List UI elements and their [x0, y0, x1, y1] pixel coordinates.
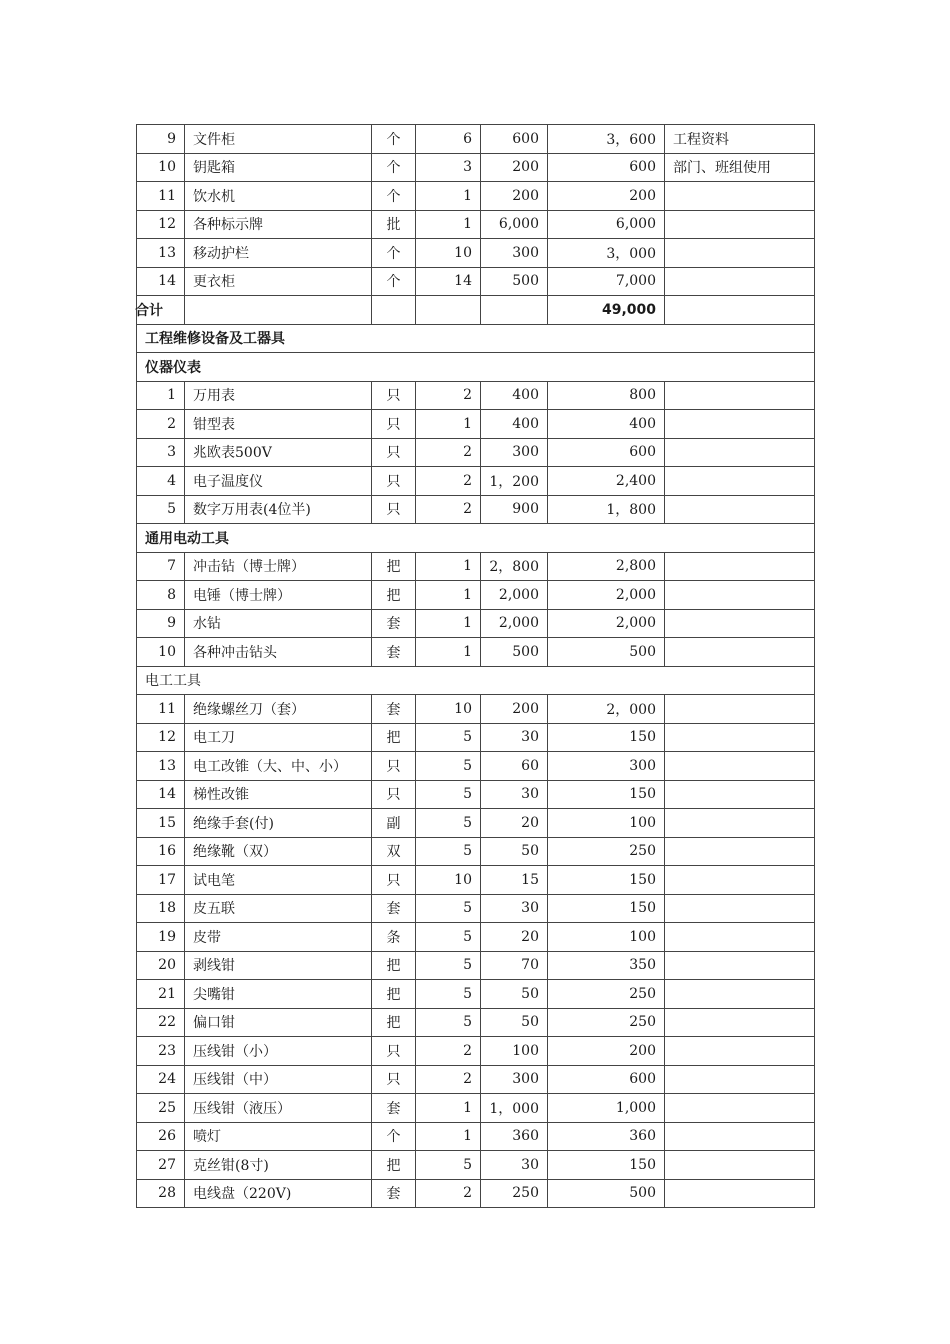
item-quantity: 1	[416, 609, 481, 638]
table-row	[137, 552, 815, 581]
item-number: 16	[137, 837, 185, 866]
total-empty-cell	[372, 296, 416, 325]
table-row	[137, 1151, 815, 1180]
item-name: 尖嘴钳	[185, 980, 372, 1009]
item-number: 4	[137, 467, 185, 496]
item-unit-price: 20	[481, 923, 548, 952]
item-number: 11	[137, 182, 185, 211]
item-quantity: 1	[416, 182, 481, 211]
item-note	[665, 1037, 815, 1066]
item-number: 13	[137, 239, 185, 268]
item-quantity: 2	[416, 1037, 481, 1066]
item-unit: 套	[372, 894, 416, 923]
table-row	[137, 780, 815, 809]
item-unit: 只	[372, 410, 416, 439]
item-unit-price: 30	[481, 1151, 548, 1180]
total-empty-cell	[416, 296, 481, 325]
item-number: 22	[137, 1008, 185, 1037]
item-unit-price: 900	[481, 495, 548, 524]
item-quantity: 5	[416, 894, 481, 923]
item-number: 19	[137, 923, 185, 952]
item-unit: 副	[372, 809, 416, 838]
item-name: 试电笔	[185, 866, 372, 895]
table-row	[137, 210, 815, 239]
item-unit-price: 30	[481, 780, 548, 809]
item-quantity: 5	[416, 780, 481, 809]
item-unit-price: 100	[481, 1037, 548, 1066]
item-unit: 双	[372, 837, 416, 866]
item-note	[665, 1094, 815, 1123]
item-name: 偏口钳	[185, 1008, 372, 1037]
item-unit-price: 20	[481, 809, 548, 838]
item-unit: 只	[372, 1065, 416, 1094]
item-amount: 150	[548, 1151, 665, 1180]
item-unit-price: 30	[481, 723, 548, 752]
item-note	[665, 182, 815, 211]
item-number: 27	[137, 1151, 185, 1180]
table-row	[137, 923, 815, 952]
item-amount: 200	[548, 1037, 665, 1066]
item-name: 克丝钳(8寸)	[185, 1151, 372, 1180]
item-name: 钳型表	[185, 410, 372, 439]
item-name: 移动护栏	[185, 239, 372, 268]
item-quantity: 10	[416, 239, 481, 268]
item-number: 10	[137, 638, 185, 667]
table-row	[137, 1122, 815, 1151]
item-note	[665, 609, 815, 638]
table-row	[137, 638, 815, 667]
table-row	[137, 125, 815, 154]
item-name: 压线钳（小）	[185, 1037, 372, 1066]
item-note	[665, 894, 815, 923]
table-row	[137, 894, 815, 923]
item-unit-price: 500	[481, 267, 548, 296]
item-amount: 150	[548, 866, 665, 895]
item-unit: 只	[372, 1037, 416, 1066]
item-number: 20	[137, 951, 185, 980]
item-unit: 把	[372, 980, 416, 1009]
item-note	[665, 467, 815, 496]
section-header-electrician-tools	[137, 666, 815, 695]
item-name: 梯性改锥	[185, 780, 372, 809]
item-name: 兆欧表500V	[185, 438, 372, 467]
item-number: 18	[137, 894, 185, 923]
table-row	[137, 866, 815, 895]
item-quantity: 1	[416, 410, 481, 439]
item-quantity: 2	[416, 1179, 481, 1208]
item-name: 水钻	[185, 609, 372, 638]
item-note	[665, 752, 815, 781]
item-number: 14	[137, 267, 185, 296]
item-note	[665, 438, 815, 467]
item-unit: 个	[372, 125, 416, 154]
item-unit-price: 250	[481, 1179, 548, 1208]
table-row	[137, 267, 815, 296]
item-unit: 把	[372, 723, 416, 752]
item-amount: 350	[548, 951, 665, 980]
item-quantity: 5	[416, 923, 481, 952]
item-amount: 3，600	[548, 125, 665, 154]
item-note	[665, 723, 815, 752]
table-row	[137, 381, 815, 410]
item-quantity: 2	[416, 495, 481, 524]
item-unit: 个	[372, 182, 416, 211]
item-name: 电线盘（220V)	[185, 1179, 372, 1208]
item-amount: 200	[548, 182, 665, 211]
item-number: 12	[137, 210, 185, 239]
section-header-power-tools-label: 通用电动工具	[137, 524, 815, 553]
item-name: 电锤（博士牌）	[185, 581, 372, 610]
item-quantity: 2	[416, 438, 481, 467]
total-label: 合计	[135, 302, 163, 319]
item-unit-price: 70	[481, 951, 548, 980]
item-unit-price: 50	[481, 980, 548, 1009]
item-amount: 1,000	[548, 1094, 665, 1123]
item-unit-price: 400	[481, 381, 548, 410]
item-name: 各种标示牌	[185, 210, 372, 239]
table-row	[137, 723, 815, 752]
item-number: 10	[137, 153, 185, 182]
item-unit-price: 15	[481, 866, 548, 895]
item-note: 部门、班组使用	[665, 153, 815, 182]
total-empty-cell	[665, 296, 815, 325]
item-note	[665, 780, 815, 809]
item-name: 电工刀	[185, 723, 372, 752]
item-amount: 360	[548, 1122, 665, 1151]
item-number: 9	[137, 609, 185, 638]
item-amount: 3，000	[548, 239, 665, 268]
item-quantity: 5	[416, 980, 481, 1009]
item-amount: 6,000	[548, 210, 665, 239]
item-unit-price: 300	[481, 239, 548, 268]
item-note	[665, 1122, 815, 1151]
table-row	[137, 467, 815, 496]
item-quantity: 5	[416, 723, 481, 752]
item-unit-price: 200	[481, 695, 548, 724]
item-amount: 2，000	[548, 695, 665, 724]
item-amount: 250	[548, 980, 665, 1009]
table-row	[137, 980, 815, 1009]
item-note	[665, 837, 815, 866]
item-name: 饮水机	[185, 182, 372, 211]
item-unit: 把	[372, 1008, 416, 1037]
item-quantity: 14	[416, 267, 481, 296]
item-quantity: 10	[416, 695, 481, 724]
item-amount: 7,000	[548, 267, 665, 296]
item-name: 万用表	[185, 381, 372, 410]
item-number: 21	[137, 980, 185, 1009]
item-quantity: 1	[416, 581, 481, 610]
section-header-instruments	[137, 353, 815, 382]
item-number: 14	[137, 780, 185, 809]
item-name: 冲击钻（博士牌）	[185, 552, 372, 581]
item-unit-price: 30	[481, 894, 548, 923]
item-note	[665, 1179, 815, 1208]
table-row	[137, 153, 815, 182]
item-note	[665, 210, 815, 239]
item-unit: 套	[372, 638, 416, 667]
table-row	[137, 1094, 815, 1123]
total-label-cell	[137, 296, 185, 325]
item-amount: 800	[548, 381, 665, 410]
item-note	[665, 581, 815, 610]
item-name: 压线钳（液压）	[185, 1094, 372, 1123]
item-number: 13	[137, 752, 185, 781]
item-number: 28	[137, 1179, 185, 1208]
total-amount: 49,000	[548, 296, 665, 325]
item-number: 15	[137, 809, 185, 838]
item-name: 皮五联	[185, 894, 372, 923]
item-note	[665, 695, 815, 724]
item-unit-price: 200	[481, 153, 548, 182]
item-amount: 500	[548, 1179, 665, 1208]
item-amount: 2,000	[548, 609, 665, 638]
item-amount: 250	[548, 837, 665, 866]
item-unit-price: 400	[481, 410, 548, 439]
item-unit-price: 2，800	[481, 552, 548, 581]
item-quantity: 1	[416, 210, 481, 239]
item-number: 3	[137, 438, 185, 467]
item-quantity: 3	[416, 153, 481, 182]
item-note	[665, 951, 815, 980]
item-amount: 150	[548, 894, 665, 923]
item-amount: 1，800	[548, 495, 665, 524]
item-note	[665, 495, 815, 524]
item-quantity: 5	[416, 752, 481, 781]
item-unit-price: 300	[481, 438, 548, 467]
table-row	[137, 495, 815, 524]
item-note	[665, 1065, 815, 1094]
item-unit-price: 200	[481, 182, 548, 211]
item-note: 工程资料	[665, 125, 815, 154]
table-row	[137, 239, 815, 268]
item-number: 7	[137, 552, 185, 581]
item-note	[665, 381, 815, 410]
table-row	[137, 581, 815, 610]
item-name: 文件柜	[185, 125, 372, 154]
item-unit: 条	[372, 923, 416, 952]
item-number: 9	[137, 125, 185, 154]
item-quantity: 2	[416, 1065, 481, 1094]
item-amount: 300	[548, 752, 665, 781]
item-unit: 只	[372, 752, 416, 781]
table-row	[137, 1179, 815, 1208]
item-number: 23	[137, 1037, 185, 1066]
item-unit: 个	[372, 267, 416, 296]
item-unit: 只	[372, 438, 416, 467]
item-name: 剥线钳	[185, 951, 372, 980]
item-amount: 2,000	[548, 581, 665, 610]
item-number: 24	[137, 1065, 185, 1094]
equipment-table	[136, 124, 815, 1208]
table-row	[137, 1065, 815, 1094]
table-row	[137, 951, 815, 980]
item-unit: 只	[372, 780, 416, 809]
item-unit-price: 500	[481, 638, 548, 667]
item-note	[665, 239, 815, 268]
table-row	[137, 609, 815, 638]
item-unit: 把	[372, 581, 416, 610]
item-unit: 只	[372, 381, 416, 410]
table-row	[137, 695, 815, 724]
item-number: 26	[137, 1122, 185, 1151]
item-unit: 把	[372, 951, 416, 980]
item-name: 绝缘靴（双）	[185, 837, 372, 866]
item-number: 25	[137, 1094, 185, 1123]
section-header-maintenance	[137, 324, 815, 353]
item-quantity: 6	[416, 125, 481, 154]
item-amount: 600	[548, 438, 665, 467]
item-note	[665, 638, 815, 667]
item-unit-price: 50	[481, 1008, 548, 1037]
table-row	[137, 809, 815, 838]
table-row	[137, 182, 815, 211]
item-quantity: 5	[416, 809, 481, 838]
table-row	[137, 410, 815, 439]
item-unit: 个	[372, 153, 416, 182]
item-name: 更衣柜	[185, 267, 372, 296]
item-unit-price: 300	[481, 1065, 548, 1094]
item-unit-price: 360	[481, 1122, 548, 1151]
item-quantity: 1	[416, 552, 481, 581]
item-unit: 套	[372, 1179, 416, 1208]
item-name: 绝缘螺丝刀（套）	[185, 695, 372, 724]
item-note	[665, 410, 815, 439]
item-name: 电工改锥（大、中、小）	[185, 752, 372, 781]
item-number: 5	[137, 495, 185, 524]
item-number: 17	[137, 866, 185, 895]
item-unit-price: 600	[481, 125, 548, 154]
item-quantity: 10	[416, 866, 481, 895]
item-unit: 只	[372, 495, 416, 524]
item-unit: 套	[372, 695, 416, 724]
table-row	[137, 837, 815, 866]
item-amount: 150	[548, 780, 665, 809]
item-unit: 套	[372, 609, 416, 638]
item-amount: 100	[548, 809, 665, 838]
item-unit: 把	[372, 552, 416, 581]
item-unit: 个	[372, 1122, 416, 1151]
table-row	[137, 1037, 815, 1066]
item-unit-price: 60	[481, 752, 548, 781]
item-unit: 只	[372, 467, 416, 496]
item-quantity: 1	[416, 1122, 481, 1151]
item-amount: 600	[548, 153, 665, 182]
item-unit: 只	[372, 866, 416, 895]
item-amount: 2,800	[548, 552, 665, 581]
item-quantity: 2	[416, 467, 481, 496]
item-amount: 250	[548, 1008, 665, 1037]
item-name: 压线钳（中）	[185, 1065, 372, 1094]
total-empty-cell	[185, 296, 372, 325]
item-number: 2	[137, 410, 185, 439]
section-header-power-tools	[137, 524, 815, 553]
item-quantity: 1	[416, 1094, 481, 1123]
item-amount: 400	[548, 410, 665, 439]
item-unit-price: 50	[481, 837, 548, 866]
item-number: 8	[137, 581, 185, 610]
item-amount: 500	[548, 638, 665, 667]
section-header-instruments-label: 仪器仪表	[137, 353, 815, 382]
item-name: 绝缘手套(付)	[185, 809, 372, 838]
item-unit-price: 2,000	[481, 581, 548, 610]
item-amount: 2,400	[548, 467, 665, 496]
table-row	[137, 1008, 815, 1037]
item-quantity: 5	[416, 1008, 481, 1037]
item-note	[665, 980, 815, 1009]
item-note	[665, 267, 815, 296]
item-unit: 套	[372, 1094, 416, 1123]
item-quantity: 2	[416, 381, 481, 410]
item-quantity: 1	[416, 638, 481, 667]
item-amount: 100	[548, 923, 665, 952]
section-header-maintenance-label: 工程维修设备及工器具	[137, 324, 815, 353]
item-unit-price: 6,000	[481, 210, 548, 239]
item-note	[665, 809, 815, 838]
item-number: 12	[137, 723, 185, 752]
section-header-electrician-tools-label: 电工工具	[137, 666, 815, 695]
item-note	[665, 923, 815, 952]
item-name: 喷灯	[185, 1122, 372, 1151]
table-body	[137, 125, 815, 1208]
item-amount: 150	[548, 723, 665, 752]
table-row	[137, 752, 815, 781]
item-note	[665, 1151, 815, 1180]
total-row	[137, 296, 815, 325]
item-name: 各种冲击钻头	[185, 638, 372, 667]
item-unit-price: 1，200	[481, 467, 548, 496]
item-name: 钥匙箱	[185, 153, 372, 182]
item-unit: 批	[372, 210, 416, 239]
item-note	[665, 552, 815, 581]
item-number: 1	[137, 381, 185, 410]
item-unit: 个	[372, 239, 416, 268]
total-empty-cell	[481, 296, 548, 325]
item-quantity: 5	[416, 837, 481, 866]
item-quantity: 5	[416, 951, 481, 980]
item-unit: 把	[372, 1151, 416, 1180]
item-amount: 600	[548, 1065, 665, 1094]
item-unit-price: 1，000	[481, 1094, 548, 1123]
item-number: 11	[137, 695, 185, 724]
item-name: 皮带	[185, 923, 372, 952]
item-note	[665, 1008, 815, 1037]
item-quantity: 5	[416, 1151, 481, 1180]
table-row	[137, 438, 815, 467]
item-unit-price: 2,000	[481, 609, 548, 638]
item-note	[665, 866, 815, 895]
item-name: 电子温度仪	[185, 467, 372, 496]
item-name: 数字万用表(4位半)	[185, 495, 372, 524]
